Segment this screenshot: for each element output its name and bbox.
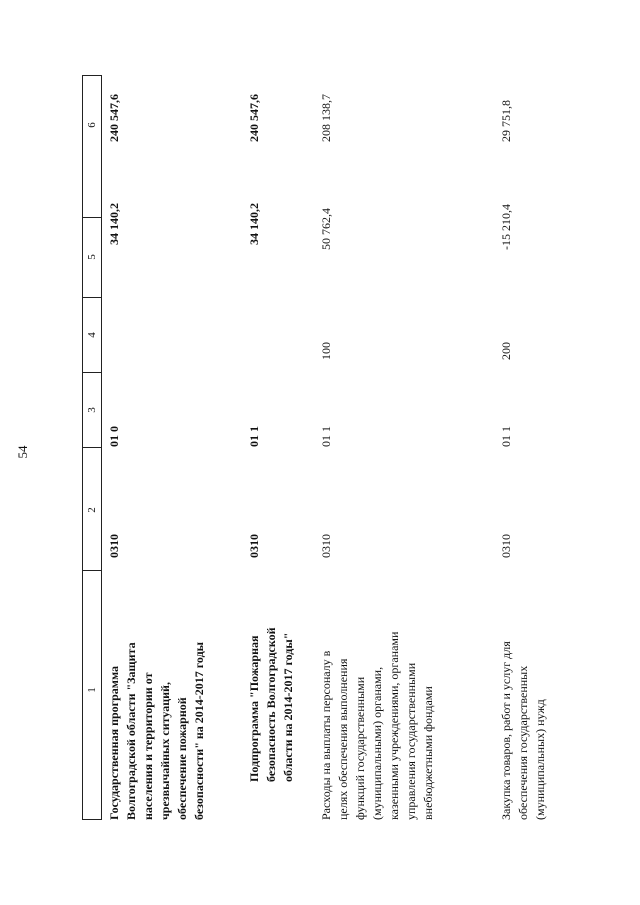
row-1-col6: 240 547,6: [107, 94, 121, 142]
header-col-6: 6: [86, 122, 98, 128]
header-divider: [82, 447, 102, 448]
header-col-5: 5: [86, 254, 98, 260]
row-4-col5: -15 210,4: [499, 204, 513, 250]
row-2-col2: 0310: [247, 534, 261, 558]
header-col-4: 4: [86, 332, 98, 338]
row-3-col4: 100: [319, 342, 333, 360]
row-4-col2: 0310: [499, 534, 513, 558]
row-3-col2: 0310: [319, 534, 333, 558]
row-4-col3: 01 1: [499, 426, 513, 447]
row-3-name: Расходы на выплаты персоналу в целях обеспечения выполнения функций государственными (муниципальными) органами, казенными учреждениями, органами управления государственными внебюджетными фондами: [319, 631, 435, 820]
header-divider: [82, 570, 102, 571]
row-4-col4: 200: [499, 342, 513, 360]
row-4-name: Закупка товаров, работ и услуг для обеспечения государственных (муниципальных) нужд: [499, 641, 547, 820]
row-2-col6: 240 547,6: [247, 94, 261, 142]
row-3-col5: 50 762,4: [319, 208, 333, 250]
row-1-name: Государственная программа Волгоградской области "Защита населения и территории от чрезвычайных ситуаций, обеспечение пожарной безопасности" на 2014-2017 годы: [107, 641, 206, 820]
page-number: 54: [15, 445, 30, 459]
row-1-col3: 01 0: [107, 426, 121, 447]
header-divider: [82, 297, 102, 298]
budget-table: [70, 75, 600, 830]
header-col-1: 1: [86, 687, 98, 693]
row-4-col6: 29 751,8: [499, 100, 513, 142]
header-col-2: 2: [86, 507, 98, 513]
row-1-col2: 0310: [107, 534, 121, 558]
header-divider: [82, 372, 102, 373]
row-2-name: Подпрограмма "Пожарная безопасность Волгоградской области на 2014-2017 годы": [247, 627, 295, 782]
row-3-col6: 208 138,7: [319, 94, 333, 142]
row-3-col3: 01 1: [319, 426, 333, 447]
header-col-3: 3: [86, 407, 98, 413]
row-1-col5: 34 140,2: [107, 203, 121, 245]
row-2-col3: 01 1: [247, 426, 261, 447]
header-divider: [82, 217, 102, 218]
row-2-col5: 34 140,2: [247, 203, 261, 245]
